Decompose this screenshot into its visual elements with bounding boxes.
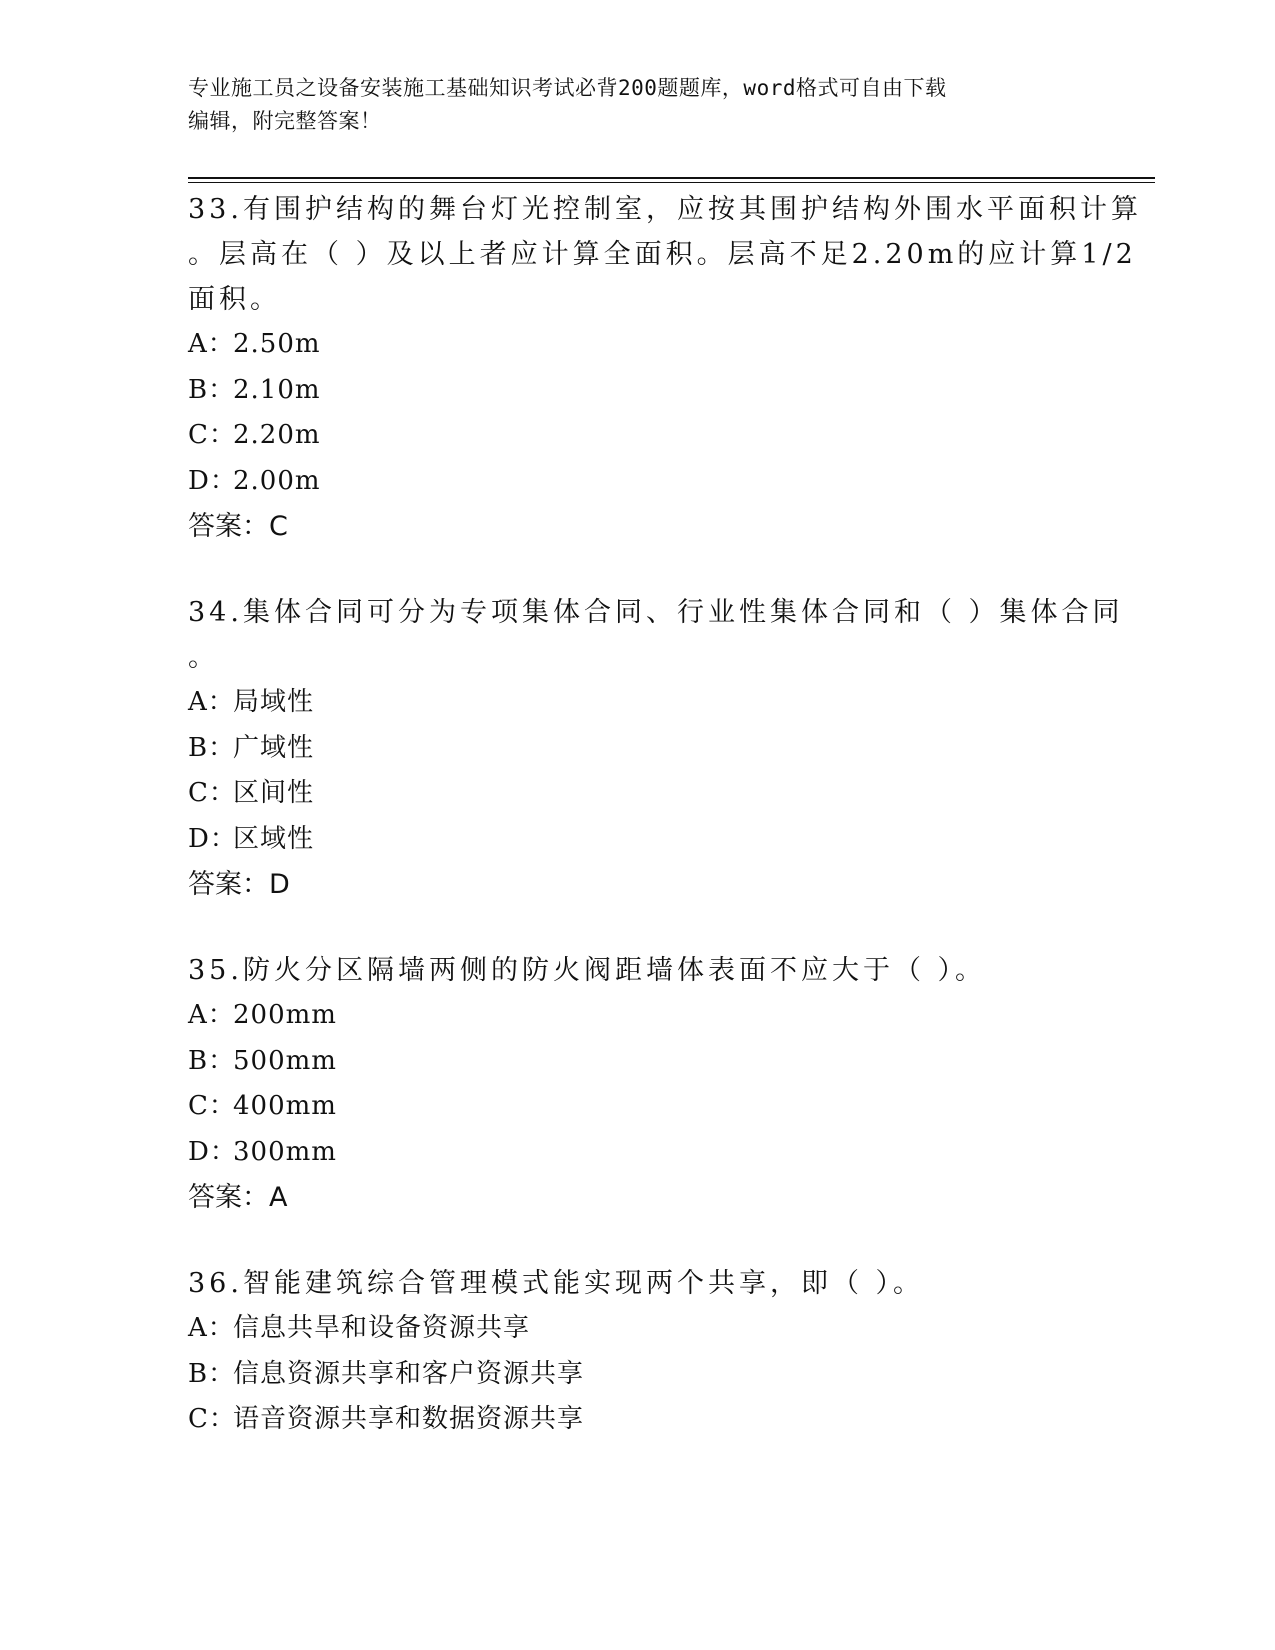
option-d [188,459,1088,505]
question-stem-line: 面积。 [188,284,281,315]
option-c [188,1084,1088,1130]
question-stem-line: 36.智能建筑综合管理模式能实现两个共享，即（ ）。 [188,1268,925,1299]
header-line: 专业施工员之设备安装施工基础知识考试必背200题题库，word格式可自由下载 [188,76,947,100]
option-a [188,322,1088,368]
option-text: 2.10m [233,374,321,405]
option-text: 2.50m [233,329,321,359]
option-b [188,1039,1088,1085]
question-stem [188,590,1124,680]
answer-line: 答案：C [188,511,288,542]
option-d [188,817,1088,863]
answer-line: 答案：A [188,1182,288,1213]
option-key: B： [188,1045,236,1076]
option-key: D： [188,1136,237,1167]
option-c [188,413,1088,459]
option-text: 信息资源共享和客户资源共享 [233,1358,585,1389]
option-key: D： [188,465,237,496]
question-stem [188,948,1088,993]
option-key: B： [188,1358,236,1389]
option-text: 300mm [233,1136,337,1167]
option-key: D： [188,823,237,854]
option-text: 信息共旱和设备资源共享 [233,1313,531,1343]
option-key: A： [188,1000,235,1030]
option-text: 500mm [233,1045,337,1076]
option-key: C： [188,1091,236,1121]
option-c [188,1397,1088,1443]
question-34 [188,590,1124,908]
option-d [188,1130,1088,1176]
question-stem [188,187,1142,322]
header-divider-thick [188,177,1155,179]
option-key: C： [188,420,236,450]
option-a [188,680,1088,726]
question-stem-line: 35.防火分区隔墙两侧的防火阀距墙体表面不应大于（ ）。 [188,955,987,986]
question-stem-line: 。 [188,642,219,673]
option-text: 2.20m [233,420,321,450]
option-text: 200mm [233,1000,337,1030]
question-list [188,187,1142,1483]
header-line: 编辑，附完整答案！ [188,109,382,133]
option-c [188,771,1088,817]
option-key: C： [188,1404,236,1434]
question-stem-line: 33.有围护结构的舞台灯光控制室，应按其围护结构外围水平面积计算 [188,194,1142,225]
option-key: A： [188,329,235,359]
question-stem [188,1261,1088,1306]
question-stem-line: 。层高在（ ）及以上者应计算全面积。层高不足2.20m的应计算1/2 [188,239,1137,270]
option-key: C： [188,778,236,808]
option-text: 语音资源共享和数据资源共享 [233,1404,585,1434]
option-a [188,1306,1088,1352]
option-key: A： [188,687,235,717]
question-35 [188,948,1088,1221]
option-text: 2.00m [233,465,321,496]
option-key: B： [188,732,236,763]
option-b [188,1352,1088,1398]
document-header [188,72,1068,138]
option-b [188,726,1088,772]
option-key: B： [188,374,236,405]
question-36 [188,1261,1088,1443]
question-stem-line: 34.集体合同可分为专项集体合同、行业性集体合同和（ ）集体合同 [188,597,1124,628]
option-text: 局域性 [233,687,315,717]
question-33 [188,187,1142,550]
option-b [188,368,1088,414]
header-divider-thin [188,182,1155,183]
option-a [188,993,1088,1039]
option-text: 400mm [233,1091,337,1121]
option-text: 区域性 [233,823,315,854]
option-key: A： [188,1313,235,1343]
option-text: 广域性 [233,732,315,763]
option-text: 区间性 [233,778,315,808]
answer-line: 答案：D [188,869,290,900]
